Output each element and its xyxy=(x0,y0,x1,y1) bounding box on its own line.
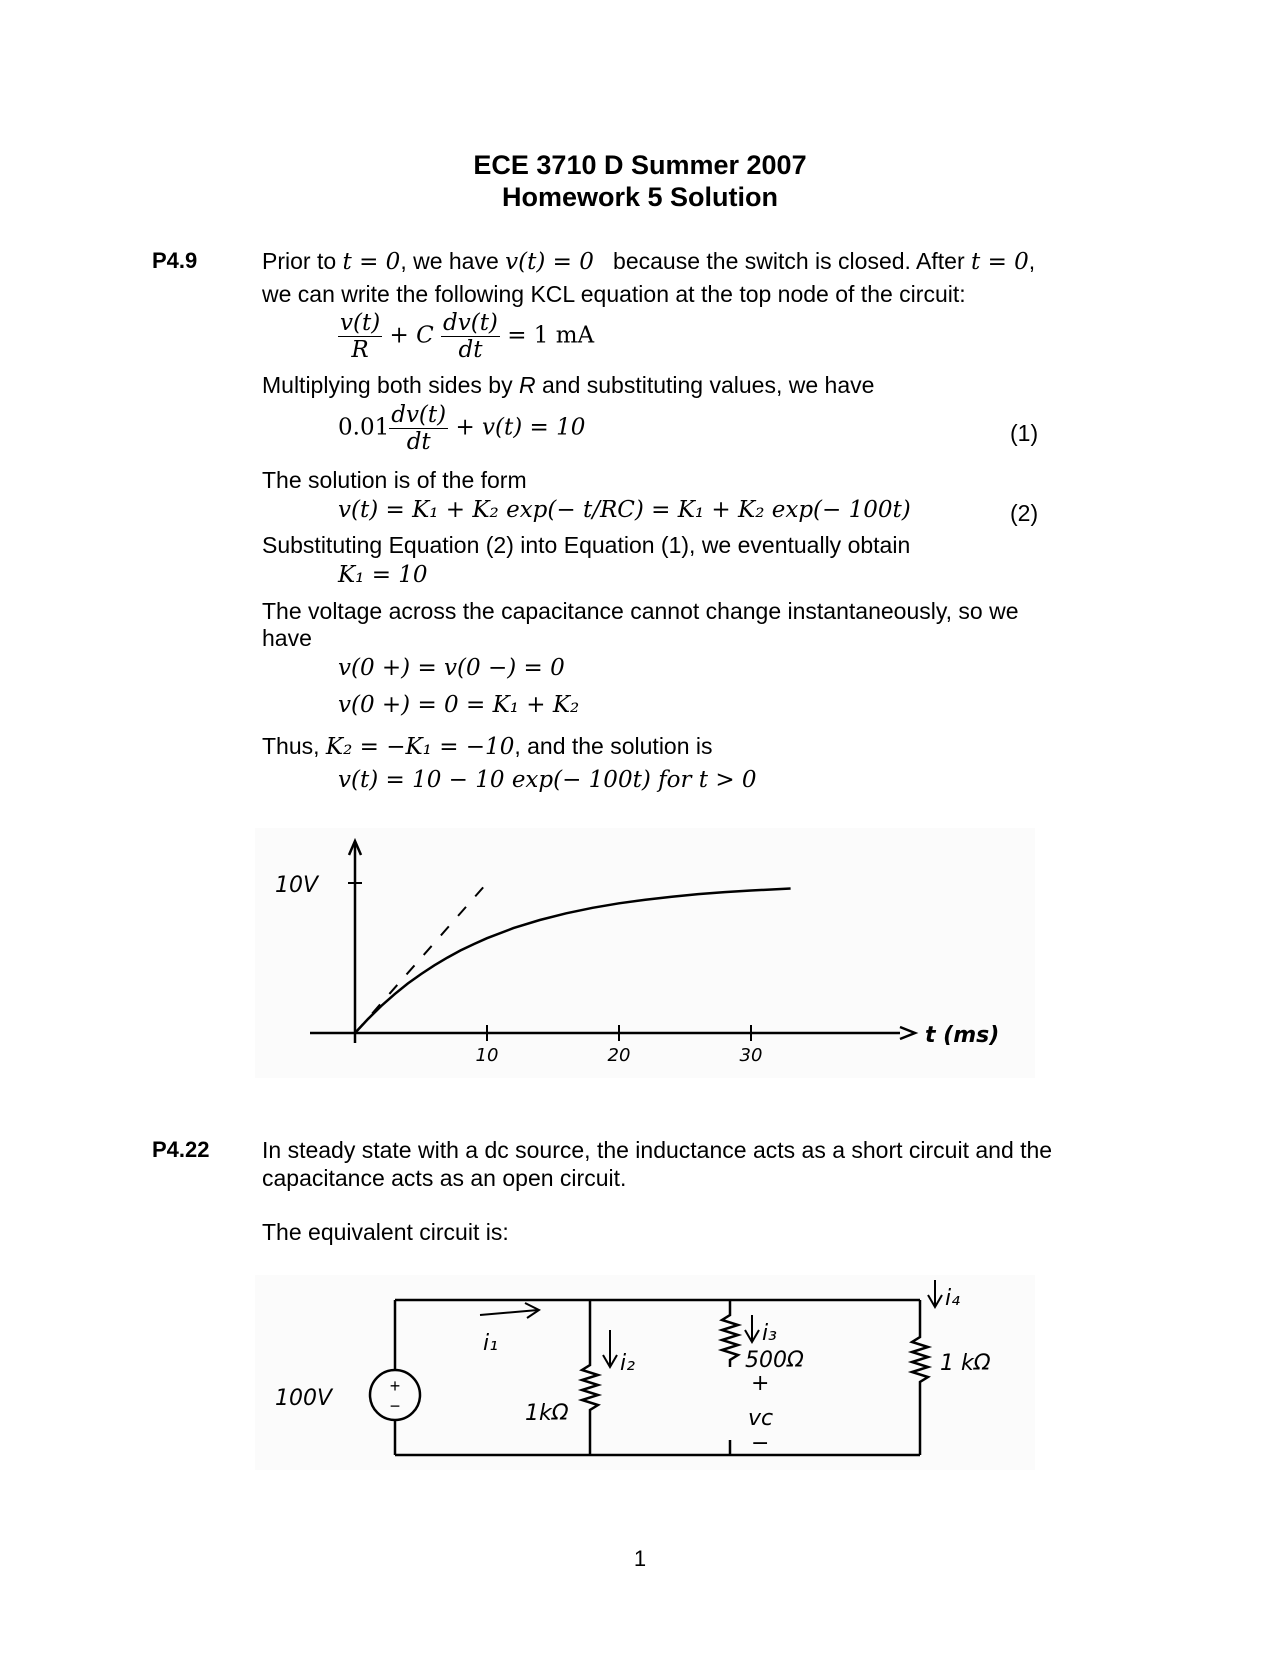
p49-line3: Multiplying both sides by R and substituting values, we have xyxy=(262,372,875,398)
problem-label-p49: P4.9 xyxy=(152,248,198,273)
x-tick-label: 10 xyxy=(475,1045,499,1066)
p49-line7: Thus, K₂ = −K₁ = −10, and the solution is xyxy=(262,733,713,760)
equation-2-number: (2) xyxy=(1010,500,1039,526)
source-label: 100V xyxy=(275,1386,333,1411)
r2-label: 500Ω xyxy=(745,1348,804,1373)
i4-label: i₄ xyxy=(945,1286,960,1311)
solution-equation: v(t) = 10 − 10 exp(− 100t) for t > 0 xyxy=(338,767,757,793)
p49-line2: we can write the following KCL equation at the top node of the circuit: xyxy=(262,281,966,307)
p49-line6a: The voltage across the capacitance cannot change instantaneously, so we xyxy=(262,598,1019,624)
r3-label: 1 kΩ xyxy=(940,1351,991,1376)
p49-line4: The solution is of the form xyxy=(262,467,527,493)
k1-equation: K₁ = 10 xyxy=(338,562,428,588)
problem-label-p422: P4.22 xyxy=(152,1137,210,1162)
kcl-equation: $\frac{v(t)}{R}$ + C $\frac{dv(t)}{dt}$ = 1 mA xyxy=(340,310,595,363)
x-tick-label: 20 xyxy=(607,1045,631,1066)
y-label: 10V xyxy=(275,873,319,898)
r1-label: 1kΩ xyxy=(525,1401,569,1426)
i3-label: i₃ xyxy=(762,1321,777,1346)
p49-line1: Prior to t = 0, we have v(t) = 0 because the switch is closed. After t = 0, xyxy=(262,248,1036,275)
initial-condition-1: v(0 +) = v(0 −) = 0 xyxy=(338,655,565,681)
p422-line1: In steady state with a dc source, the inductance acts as a short circuit and the xyxy=(262,1137,1053,1163)
chart-background xyxy=(255,828,1035,1078)
equivalent-circuit xyxy=(255,1275,1035,1470)
doc-title-line1: ECE 3710 D Summer 2007 xyxy=(473,150,807,180)
vc-plus: + xyxy=(751,1371,770,1396)
voltage-response-chart xyxy=(255,828,1035,1078)
vc-minus: − xyxy=(751,1431,770,1456)
doc-title-line2: Homework 5 Solution xyxy=(501,182,779,212)
initial-condition-2: v(0 +) = 0 = K₁ + K₂ xyxy=(338,692,580,718)
i1-label: i₁ xyxy=(483,1331,498,1356)
source-plus: + xyxy=(389,1376,401,1396)
page-number: 1 xyxy=(633,1546,647,1571)
equation-1: 0.01 $\frac{dv(t)}{dt}$ + v(t) = 10 xyxy=(338,402,586,455)
source-minus: − xyxy=(389,1396,401,1416)
p422-line3: The equivalent circuit is: xyxy=(262,1219,509,1245)
p49-line5: Substituting Equation (2) into Equation (1), we eventually obtain xyxy=(262,532,911,558)
vc-label: vc xyxy=(748,1406,774,1431)
x-tick-label: 30 xyxy=(739,1045,763,1066)
p49-line6b: have xyxy=(262,625,312,651)
circuit-background xyxy=(255,1275,1035,1470)
p422-line2: capacitance acts as an open circuit. xyxy=(262,1165,627,1191)
equation-1-number: (1) xyxy=(1010,420,1039,446)
x-label: t (ms) xyxy=(925,1023,1000,1048)
equation-2: v(t) = K₁ + K₂ exp(− t/RC) = K₁ + K₂ exp(− 100t) xyxy=(338,497,911,523)
i2-label: i₂ xyxy=(620,1351,635,1376)
